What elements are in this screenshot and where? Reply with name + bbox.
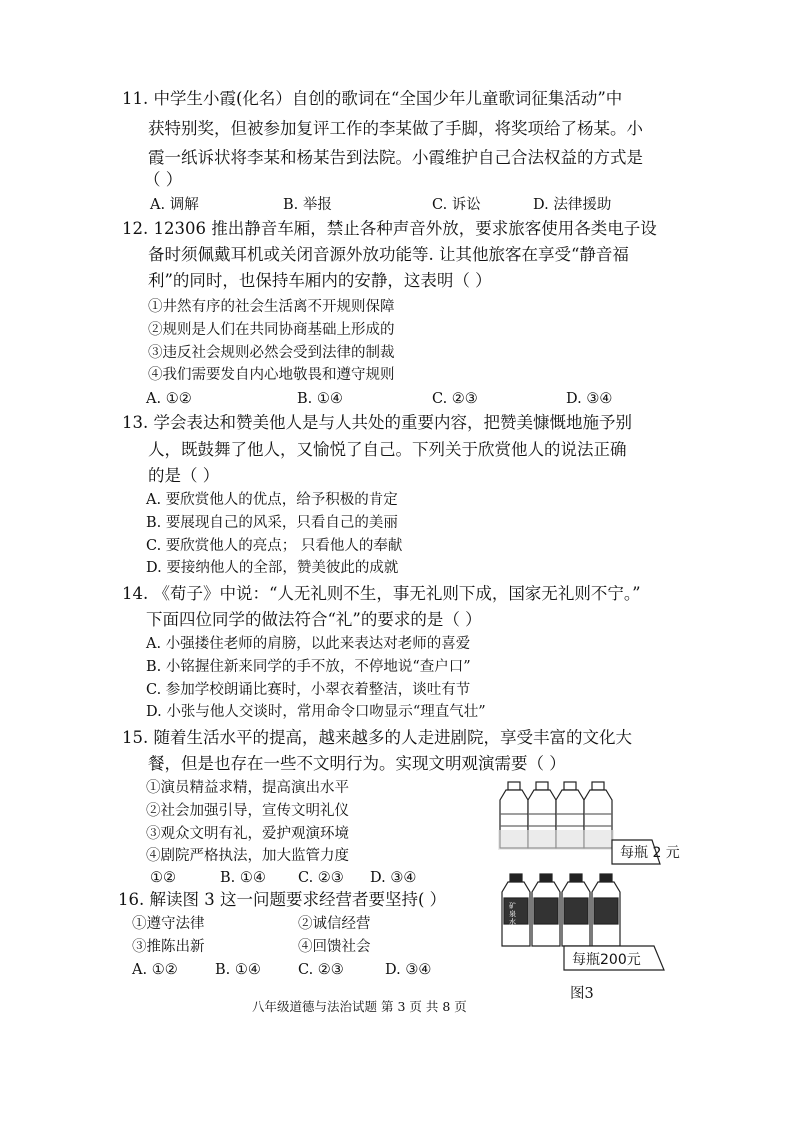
q15-line2: 餐，但是也存在一些不文明行为。实现文明观演需要（ ） [148,754,566,773]
q12-option-a: A. ①② [146,391,192,407]
q14-line1: 14. 《荀子》中说：“人无礼则不生，事无礼则下成，国家无礼则不宁。” [122,584,641,603]
q15-option-c: C. ②③ [298,870,344,886]
q13-line3: 的是（ ） [148,466,220,485]
q15-item-4: ④剧院严格执法，加大监管力度 [146,848,349,864]
q13-option-b: B. 要展现自己的风采，只看自己的美丽 [146,515,398,531]
q12-line2: 备时须佩戴耳机或关闭音源外放功能等. 让其他旅客在享受“静音福 [148,245,629,264]
q14-option-d: D. 小张与他人交谈时，常用命令口吻显示“理直气壮” [146,704,486,720]
q11-option-d: D. 法律援助 [533,197,612,213]
q16-item-3: ③推陈出新 [132,939,205,955]
q16-item-1: ①遵守法律 [132,916,205,932]
price-tag-cheap: 每瓶 2 元 [620,845,680,861]
bottle-icon [592,874,620,946]
q15-option-b: B. ①④ [220,870,266,886]
q13-line2: 人，既鼓舞了他人，又愉悦了自己。下列关于欣赏他人的说法正确 [148,440,627,459]
q11-option-c: C. 诉讼 [432,197,481,213]
bottle-icon [562,874,590,946]
q12-item-1: ①井然有序的社会生活离不开规则保障 [148,299,395,315]
q11-option-a: A. 调解 [150,197,199,213]
q14-line2: 下面四位同学的做法符合“礼”的要求的是（ ） [146,610,482,629]
q12-line1: 12. 12306 推出静音车厢，禁止各种声音外放，要求旅客使用各类电子设 [122,219,657,238]
q12-option-c: C. ②③ [432,391,478,407]
q13-option-d: D. 要接纳他人的全部，赞美彼此的成就 [146,560,399,576]
q16-item-4: ④回馈社会 [298,939,371,955]
figure-cheap-bottles [492,778,680,878]
q11-option-b: B. 举报 [283,197,332,213]
q16-option-a: A. ①② [132,962,178,978]
q15-item-1: ①演员精益求精，提高演出水平 [146,780,349,796]
q16-option-c: C. ②③ [298,962,344,978]
q13-option-c: C. 要欣赏他人的亮点； 只看他人的奉献 [146,538,403,554]
q13-line1: 13. 学会表达和赞美他人是与人共处的重要内容，把赞美慷慨地施予别 [122,413,632,432]
price-tag-expensive: 每瓶200元 [572,952,641,968]
q11-line4: （ ） [144,170,183,189]
q12-item-4: ④我们需要发自内心地敬畏和遵守规则 [148,367,395,383]
q15-option-a: ①② [150,870,176,886]
q16-line1: 16. 解读图 3 这一问题要求经营者要坚持( ） [118,890,447,909]
q16-option-b: B. ①④ [215,962,261,978]
q14-option-b: B. 小铭握住新来同学的手不放，不停地说“查户口” [146,659,471,675]
q12-item-3: ③违反社会规则必然会受到法律的制裁 [148,345,395,361]
q12-line3: 利”的同时，也保持车厢内的安静，这表明（ ） [148,271,492,290]
q15-item-2: ②社会加强引导，宣传文明礼仪 [146,803,349,819]
q11-line3: 霞一纸诉状将李某和杨某告到法院。小霞维护自己合法权益的方式是 [148,148,643,167]
q14-option-c: C. 参加学校朗诵比赛时，小翠衣着整洁，谈吐有节 [146,682,471,698]
figure-caption: 图3 [570,986,594,1002]
q15-line1: 15. 随着生活水平的提高，越来越多的人走进剧院，享受丰富的文化大 [122,728,632,747]
bottle-icon [532,874,560,946]
bottle-label: 矿泉水 [509,902,516,926]
q15-item-3: ③观众文明有礼，爱护观演环境 [146,826,349,842]
page-footer: 八年级道德与法治试题 第 3 页 共 8 页 [252,999,467,1014]
q13-option-a: A. 要欣赏他人的优点，给予积极的肯定 [146,492,398,508]
q12-item-2: ②规则是人们在共同协商基础上形成的 [148,322,395,338]
q11-line1: 11. 中学生小霞(化名）自创的歌词在“全国少年儿童歌词征集活动”中 [122,89,623,108]
q12-option-d: D. ③④ [566,391,613,407]
q15-option-d: D. ③④ [370,870,417,886]
q12-option-b: B. ①④ [297,391,343,407]
q16-option-d: D. ③④ [385,962,432,978]
q14-option-a: A. 小强搂住老师的肩膀，以此来表达对老师的喜爱 [146,636,471,652]
cheap-bottles-drawing [492,778,662,878]
figure-expensive-bottles [492,870,667,975]
q16-item-2: ②诚信经营 [298,916,371,932]
q11-line2: 获特别奖，但被参加复评工作的李某做了手脚，将奖项给了杨某。小 [148,119,643,138]
